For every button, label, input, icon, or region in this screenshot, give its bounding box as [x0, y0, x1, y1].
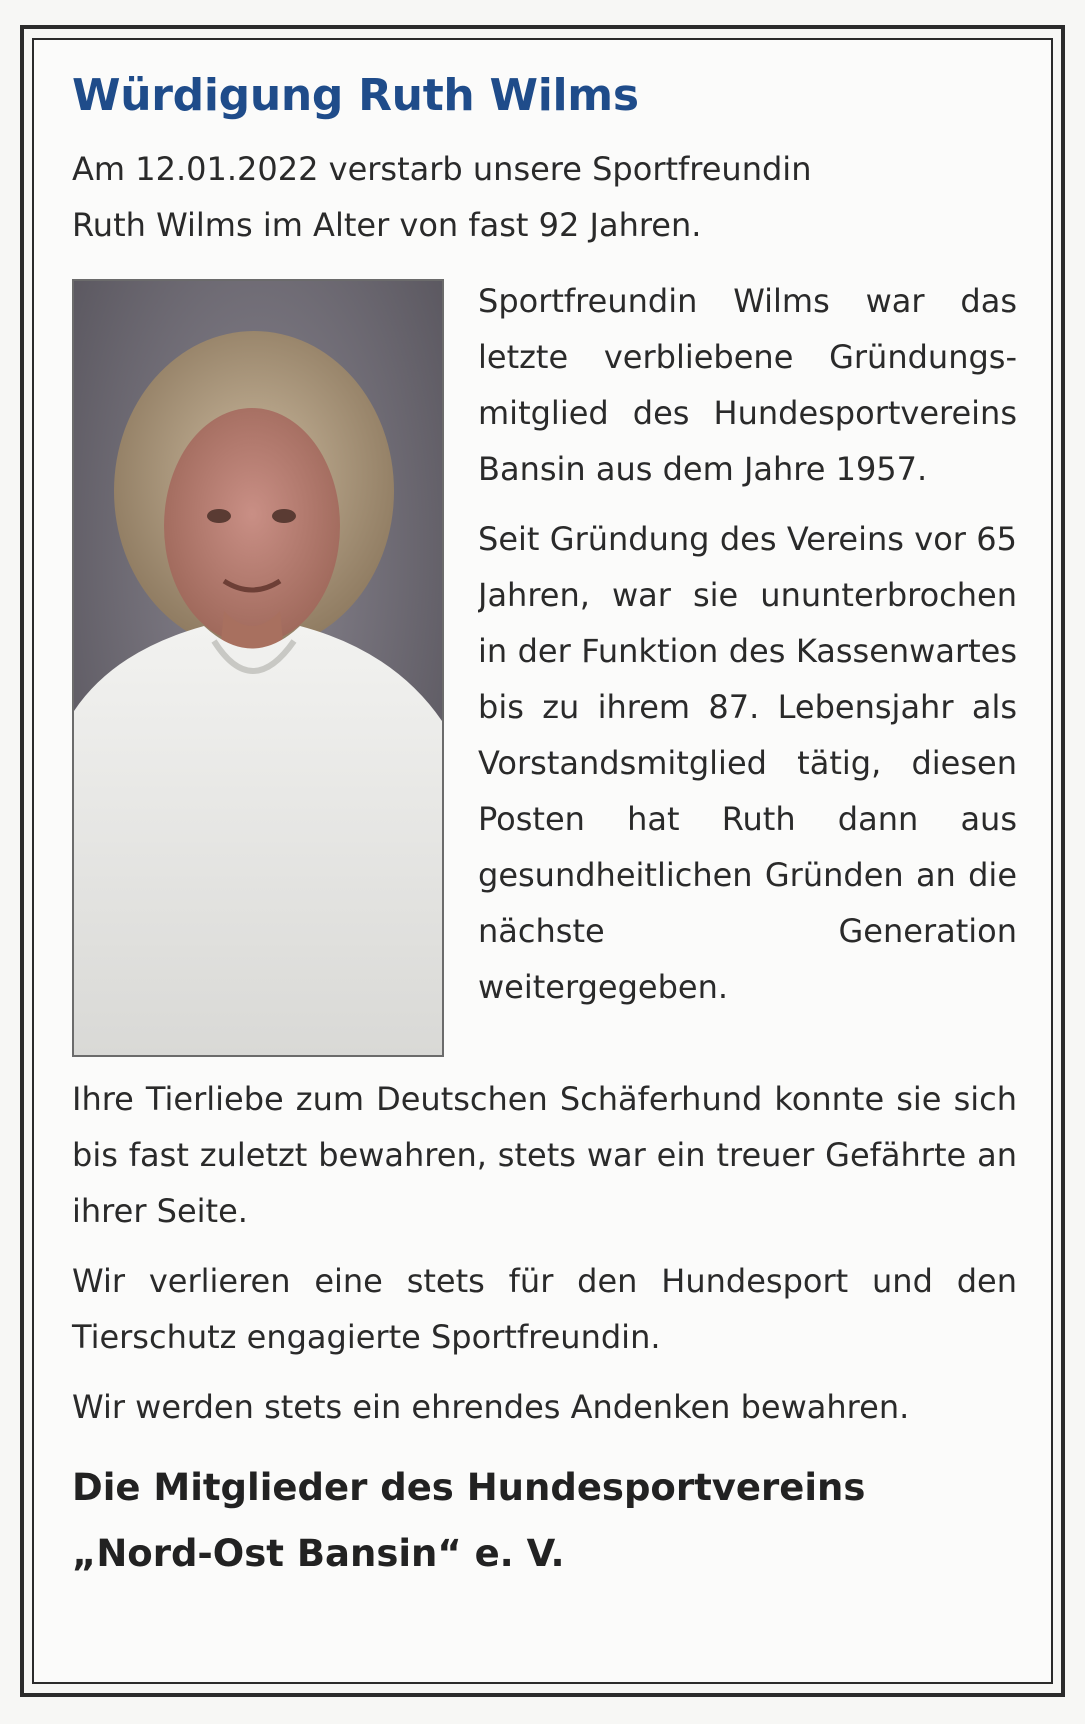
closing-signature: [72, 1455, 1017, 1587]
intro-text: [72, 141, 1017, 253]
paragraph-loss: Wir verlieren eine stets für den Hundesport und den Tierschutz engagierte Sportfreundin.: [72, 1261, 1017, 1356]
paragraph-treasurer: Seit Gründung des Vereins vor 65 Jahren, war sie ununterbrochen in der Funktion des Kassenwartes bis zu ihrem 87. Lebensjahr als Vorstandsmitglied tätig, diesen Posten hat Ruth dann aus gesundheitlichen Gründen an die nächste Generation weitergegeben.: [478, 519, 1017, 1006]
portrait-photo: [72, 279, 444, 1057]
intro-line-1: Am 12.01.2022 verstarb unsere Sportfreundin: [72, 149, 812, 188]
closing-line-1: Die Mitglieder des Hundesportvereins: [72, 1465, 866, 1509]
intro-line-2: Ruth Wilms im Alter von fast 92 Jahren.: [72, 205, 702, 244]
paragraph-founding: Sportfreundin Wilms war das letzte verbliebene Gründungsmitglied des Hundesportvereins Bansin aus dem Jahre 1957.: [478, 281, 1017, 488]
page-title: Würdigung Ruth Wilms: [72, 70, 639, 121]
paragraph-dog-love: Ihre Tierliebe zum Deutschen Schäferhund konnte sie sich bis fast zuletzt bewahren, stets war ein treuer Gefährte an ihrer Seite.: [72, 1079, 1017, 1230]
closing-line-2: „Nord-Ost Bansin“ e. V.: [72, 1531, 565, 1575]
side-text: [478, 273, 1017, 1015]
obituary-content: [72, 70, 1017, 1587]
paragraph-memory: Wir werden stets ein ehrendes Andenken bewahren.: [72, 1387, 910, 1426]
photo-text-block: [72, 273, 1017, 1057]
portrait-photo-icon: [74, 281, 442, 1055]
